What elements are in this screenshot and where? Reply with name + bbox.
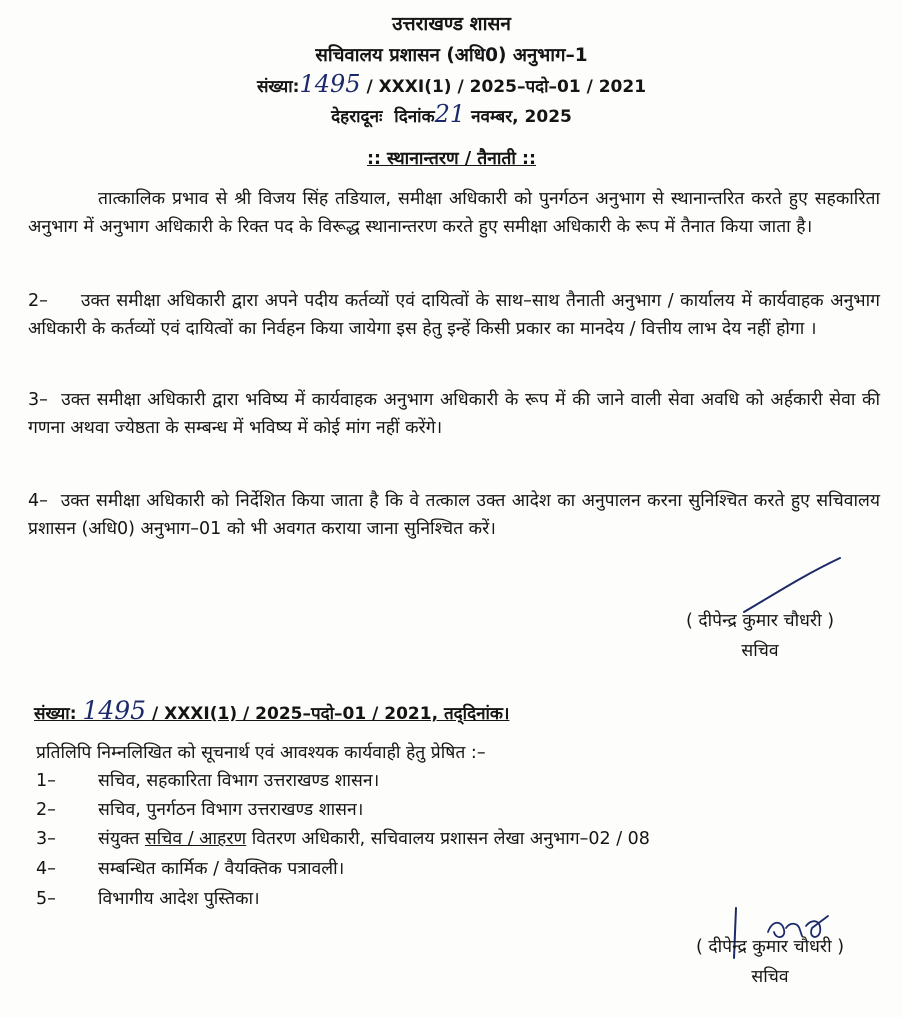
government-title: उत्तराखण्ड शासन: [392, 13, 511, 35]
paragraph-2-number: 2–: [28, 291, 48, 311]
copy-number-line: [34, 696, 509, 725]
place-label: देहरादूनः: [331, 107, 383, 127]
signature-block-2: [650, 932, 890, 992]
copy-item-1: 1– सचिव, सहकारिता विभाग उत्तराखण्ड शासन।: [36, 771, 380, 791]
copy-item-3: 3– संयुक्त सचिव / आहरण वितरण अधिकारी, सचिवालय प्रशासन लेखा अनुभाग–02 / 08: [36, 829, 650, 849]
date-label: दिनांक: [394, 107, 435, 127]
handwritten-date: 21: [434, 100, 466, 128]
copy-number-label: संख्या:: [34, 704, 77, 724]
handwritten-copy-number: 1495: [82, 696, 147, 725]
paragraph-4-text: उक्त समीक्षा अधिकारी को निर्देशित किया जाता है कि वे तत्काल उक्त आदेश का अनुपालन करना सुनिश्चित करते हुए सचिवालय प्रशासन (अधि0) अनुभाग–01 को भी अवगत कराया जाना सुनिश्चित करें।: [28, 491, 880, 539]
place-date-line: [0, 100, 903, 128]
copy-item-5: 5– विभागीय आदेश पुस्तिका।: [36, 889, 260, 909]
copy-item-4: 4– सम्बन्धित कार्मिक / वैयक्तिक पत्रावली।: [36, 859, 345, 879]
paragraph-2-text: उक्त समीक्षा अधिकारी द्वारा अपने पदीय कर्तव्यों एवं दायित्वों के साथ–साथ तैनाती अनुभाग / कार्यालय में कार्यवाहक अनुभाग अधिकारी के कर्तव्यों एवं दायित्वों का निर्वहन किया जायेगा इस हेतु इन्हें किसी प्रकार का मानदेय / वित्तीय लाभ देय नहीं होगा ।: [28, 291, 880, 339]
order-number-line: [0, 70, 903, 98]
paragraph-3-number: 3–: [28, 390, 48, 410]
paragraph-3: [28, 387, 880, 442]
copy-number-rest: / XXXI(1) / 2025–पदो–01 / 2021, तद्‌दिनांक।: [151, 704, 510, 724]
paragraph-4: [28, 488, 880, 543]
signatory-name-2: ( दीपेन्द्र कुमार चौधरी ): [695, 937, 845, 957]
copy-item-2: 2– सचिव, पुनर्गठन विभाग उत्तराखण्ड शासन।: [36, 800, 364, 820]
subject-heading: :: स्थानान्तरण / तैनाती ::: [366, 149, 537, 169]
signature-block-1: [640, 606, 880, 666]
signatory-designation-2: सचिव: [751, 967, 789, 987]
order-number-label: संख्या:: [256, 77, 300, 97]
paragraph-3-text: उक्त समीक्षा अधिकारी द्वारा भविष्य में कार्यवाहक अनुभाग अधिकारी के रूप में की जाने वाली सेवा अवधि को अर्हकारी सेवा की गणना अथवा ज्येष्ठता के सम्बन्ध में भविष्य में कोई मांग नहीं करेंगे।: [28, 390, 880, 438]
department-title: सचिवालय प्रशासन (अधि0) अनुभाग–1: [315, 45, 588, 66]
signatory-name-1: ( दीपेन्द्र कुमार चौधरी ): [685, 611, 835, 631]
signatory-designation-1: सचिव: [741, 641, 779, 661]
underlined-designation: सचिव / आहरण: [144, 829, 247, 849]
order-number-rest: / XXXI(1) / 2025–पदो–01 / 2021: [366, 77, 647, 97]
handwritten-order-number: 1495: [299, 70, 361, 98]
copy-intro: प्रतिलिपि निम्नलिखित को सूचनार्थ एवं आवश्यक कार्यवाही हेतु प्रेषित :–: [36, 743, 486, 763]
paragraph-2: [28, 288, 880, 343]
paragraph-4-number: 4–: [28, 491, 48, 511]
paragraph-1: तात्कालिक प्रभाव से श्री विजय सिंह तडियाल, समीक्षा अधिकारी को पुनर्गठन अनुभाग से स्थानान्तरित करते हुए सहकारिता अनुभाग में अनुभाग अधिकारी के रिक्त पद के विरूद्ध स्थानान्तरण करते हुए समीक्षा अधिकारी के रूप में तैनात किया जाता है।: [28, 189, 880, 237]
date-rest: नवम्बर, 2025: [471, 107, 572, 127]
